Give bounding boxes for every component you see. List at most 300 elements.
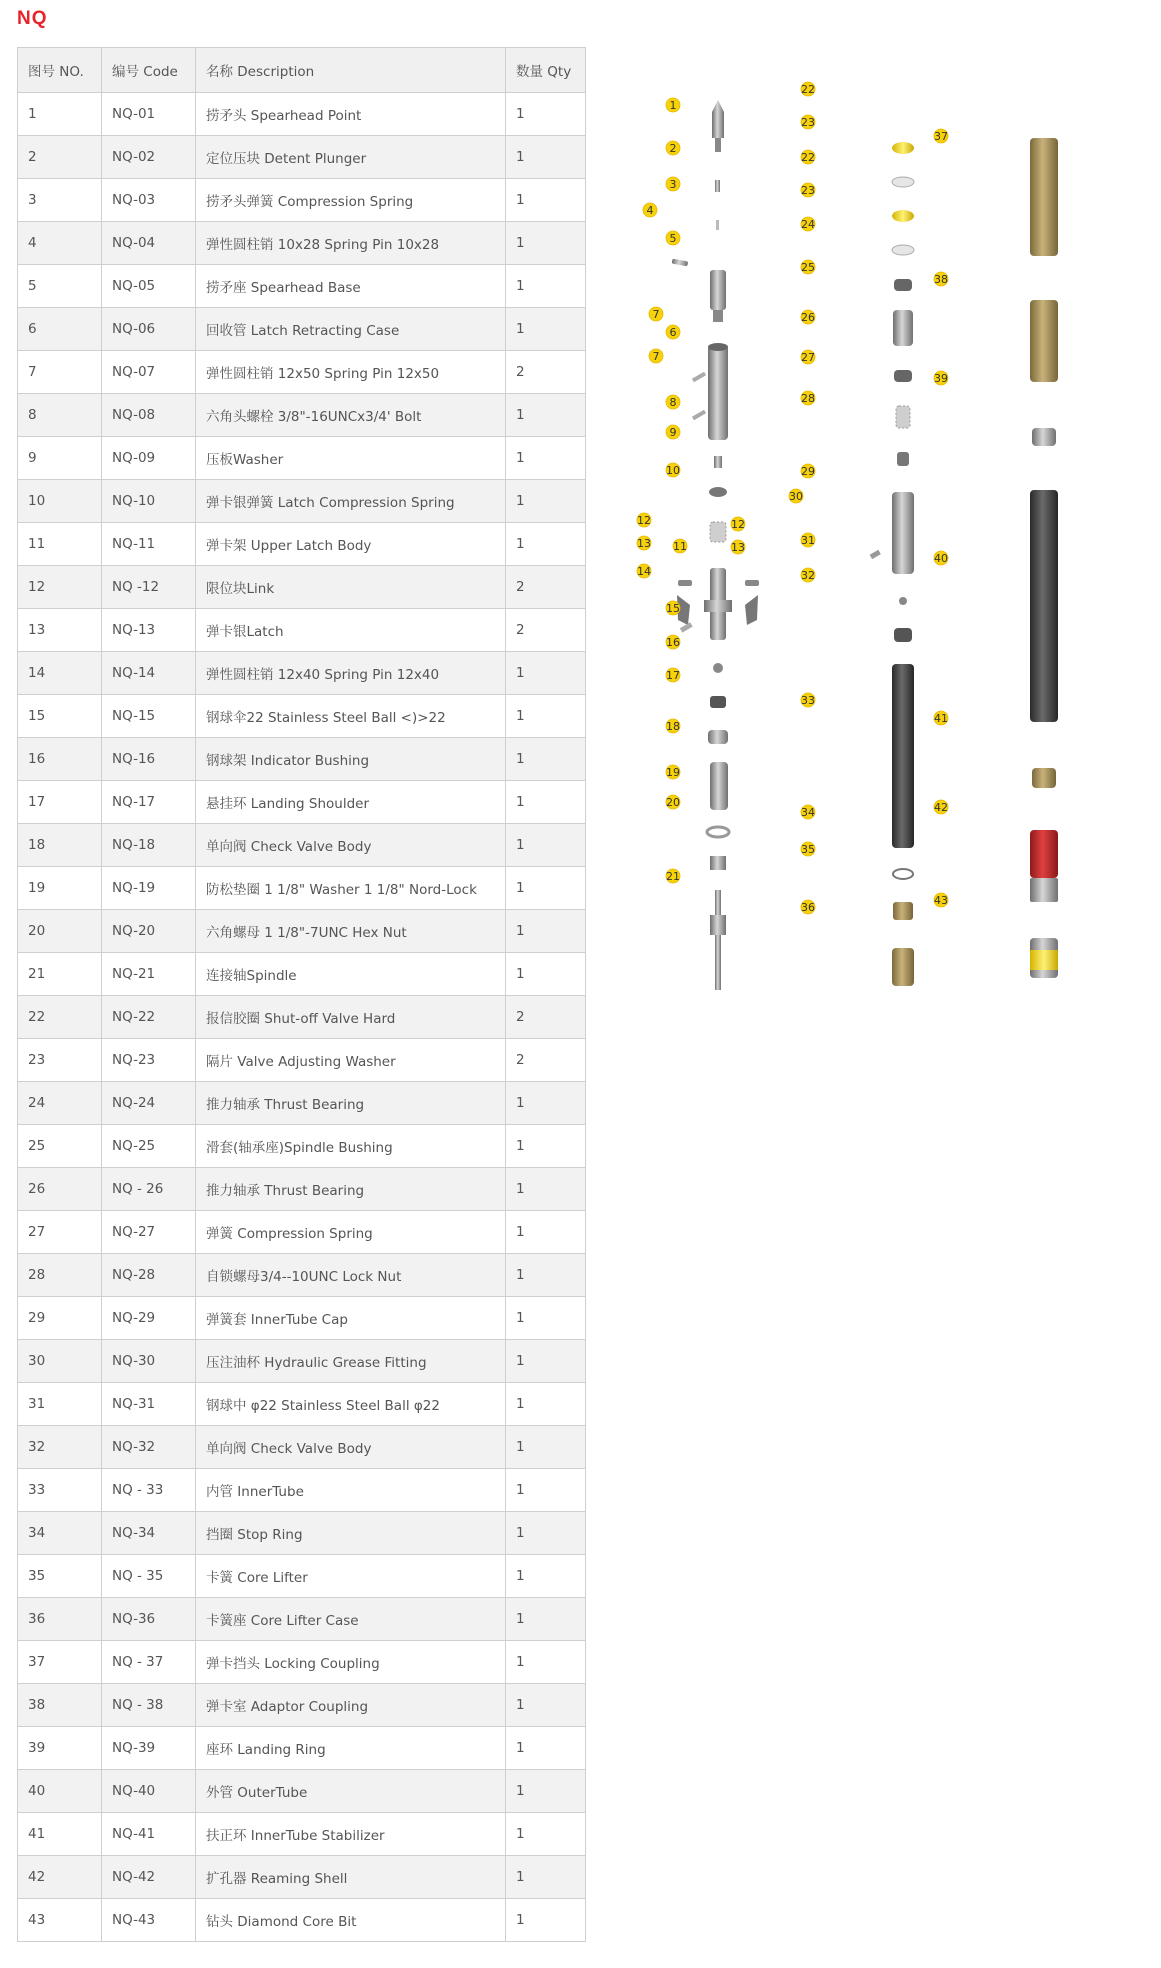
table-row: [18, 1813, 586, 1856]
cell-no: 40: [18, 1770, 102, 1813]
part-number-label: 26: [801, 311, 815, 324]
part-check-valve-body-18: [710, 762, 728, 810]
cell-no: 8: [18, 394, 102, 437]
part-shutoff-valve-hard-b: [892, 210, 914, 222]
cell-no: 27: [18, 1211, 102, 1254]
cell-qty: 1: [506, 93, 586, 136]
part-number-label: 27: [801, 351, 815, 364]
cell-code: NQ - 38: [102, 1684, 196, 1727]
cell-code: NQ-04: [102, 222, 196, 265]
cell-code: NQ-03: [102, 179, 196, 222]
part-number-badge: [789, 489, 803, 503]
table-row: [18, 437, 586, 480]
cell-description: 单向阀 Check Valve Body: [196, 1426, 506, 1469]
part-lock-nut: [897, 452, 909, 466]
part-locking-coupling: [1030, 138, 1058, 256]
part-number-label: 29: [801, 465, 815, 478]
part-compression-spring-27: [896, 406, 910, 428]
cell-code: NQ-22: [102, 996, 196, 1039]
part-spindle-bushing: [893, 310, 913, 346]
part-number-badge: [666, 795, 680, 809]
table-row: [18, 351, 586, 394]
cell-qty: 1: [506, 1297, 586, 1340]
part-bolt: [714, 456, 722, 468]
table-row: [18, 265, 586, 308]
cell-code: NQ-21: [102, 953, 196, 996]
cell-qty: 1: [506, 1555, 586, 1598]
cell-description: 推力轴承 Thrust Bearing: [196, 1168, 506, 1211]
part-latch-spring: [710, 522, 726, 542]
part-latch-right: [745, 595, 758, 625]
cell-no: 31: [18, 1383, 102, 1426]
cell-description: 弹卡挡头 Locking Coupling: [196, 1641, 506, 1684]
part-number-badge: [666, 231, 680, 245]
cell-qty: 1: [506, 523, 586, 566]
part-number-badge: [801, 260, 815, 274]
part-number-label: 2: [669, 142, 677, 155]
cell-code: NQ-42: [102, 1856, 196, 1899]
cell-no: 13: [18, 609, 102, 652]
cell-code: NQ-08: [102, 394, 196, 437]
table-row: [18, 867, 586, 910]
cell-no: 12: [18, 566, 102, 609]
part-number-label: 8: [669, 396, 677, 409]
table-row: [18, 179, 586, 222]
cell-no: 2: [18, 136, 102, 179]
table-row: [18, 953, 586, 996]
part-valve-washer-b: [892, 245, 914, 255]
page-title: NQ: [17, 8, 48, 29]
part-number-label: 7: [652, 308, 660, 321]
table-row: [18, 1684, 586, 1727]
cell-no: 20: [18, 910, 102, 953]
cell-no: 35: [18, 1555, 102, 1598]
part-stop-ring: [893, 869, 913, 879]
part-indicator-bushing: [710, 696, 726, 708]
part-number-label: 31: [801, 534, 815, 547]
part-detent-plunger: [715, 180, 720, 192]
cell-qty: 1: [506, 1856, 586, 1899]
cell-qty: 2: [506, 1039, 586, 1082]
part-number-label: 16: [666, 636, 680, 649]
part-number-label: 41: [934, 712, 948, 725]
cell-code: NQ-30: [102, 1340, 196, 1383]
table-row: [18, 1512, 586, 1555]
cell-code: NQ-32: [102, 1426, 196, 1469]
part-number-label: 4: [646, 204, 654, 217]
part-number-badge: [637, 564, 651, 578]
header-description: 名称 Description: [196, 48, 506, 93]
table-row: [18, 738, 586, 781]
cell-code: NQ - 37: [102, 1641, 196, 1684]
part-number-label: 42: [934, 801, 948, 814]
part-number-badge: [666, 141, 680, 155]
table-row: [18, 910, 586, 953]
cell-description: 悬挂环 Landing Shoulder: [196, 781, 506, 824]
part-number-badge: [934, 129, 948, 143]
cell-no: 29: [18, 1297, 102, 1340]
cell-description: 钢球架 Indicator Bushing: [196, 738, 506, 781]
part-nord-lock-washer: [707, 827, 729, 837]
cell-no: 23: [18, 1039, 102, 1082]
cell-no: 26: [18, 1168, 102, 1211]
cell-qty: 1: [506, 1727, 586, 1770]
part-number-badge: [666, 177, 680, 191]
cell-description: 卡簧 Core Lifter: [196, 1555, 506, 1598]
cell-no: 34: [18, 1512, 102, 1555]
cell-qty: 1: [506, 136, 586, 179]
cell-qty: 1: [506, 1340, 586, 1383]
part-diamond-core-bit: [1030, 938, 1058, 978]
cell-description: 弹簧 Compression Spring: [196, 1211, 506, 1254]
part-number-label: 33: [801, 694, 815, 707]
cell-description: 弹性圆柱销 12x40 Spring Pin 12x40: [196, 652, 506, 695]
cell-code: NQ-13: [102, 609, 196, 652]
part-number-badge: [666, 463, 680, 477]
cell-code: NQ-29: [102, 1297, 196, 1340]
cell-description: 弹性圆柱销 12x50 Spring Pin 12x50: [196, 351, 506, 394]
part-number-badge: [731, 517, 745, 531]
cell-description: 防松垫圈 1 1/8" Washer 1 1/8" Nord-Lock: [196, 867, 506, 910]
table-row: [18, 136, 586, 179]
cell-description: 捞矛头弹簧 Compression Spring: [196, 179, 506, 222]
part-number-label: 30: [789, 490, 803, 503]
cell-no: 43: [18, 1899, 102, 1942]
table-row: [18, 1211, 586, 1254]
part-number-label: 28: [801, 392, 815, 405]
cell-description: 连接轴Spindle: [196, 953, 506, 996]
cell-qty: 1: [506, 781, 586, 824]
cell-description: 推力轴承 Thrust Bearing: [196, 1082, 506, 1125]
cell-no: 37: [18, 1641, 102, 1684]
part-number-badge: [801, 568, 815, 582]
table-row: [18, 1383, 586, 1426]
part-spring-pin-7b: [692, 410, 706, 420]
cell-description: 弹性圆柱销 10x28 Spring Pin 10x28: [196, 222, 506, 265]
cell-no: 9: [18, 437, 102, 480]
part-number-badge: [666, 98, 680, 112]
cell-no: 30: [18, 1340, 102, 1383]
cell-code: NQ-31: [102, 1383, 196, 1426]
cell-description: 定位压块 Detent Plunger: [196, 136, 506, 179]
table-row: [18, 695, 586, 738]
table-row: [18, 1856, 586, 1899]
cell-description: 单向阀 Check Valve Body: [196, 824, 506, 867]
part-number-badge: [666, 719, 680, 733]
part-number-label: 40: [934, 552, 948, 565]
cell-code: NQ-19: [102, 867, 196, 910]
table-row: [18, 781, 586, 824]
cell-code: NQ-10: [102, 480, 196, 523]
part-number-label: 38: [934, 273, 948, 286]
cell-qty: 1: [506, 1082, 586, 1125]
part-number-badge: [666, 395, 680, 409]
cell-description: 扩孔器 Reaming Shell: [196, 1856, 506, 1899]
table-row: [18, 93, 586, 136]
part-number-label: 24: [801, 218, 815, 231]
part-landing-shoulder: [708, 730, 728, 744]
cell-description: 弹卡银Latch: [196, 609, 506, 652]
cell-description: 挡圈 Stop Ring: [196, 1512, 506, 1555]
part-number-label: 21: [666, 870, 680, 883]
cell-description: 弹簧套 InnerTube Cap: [196, 1297, 506, 1340]
cell-no: 38: [18, 1684, 102, 1727]
cell-no: 16: [18, 738, 102, 781]
cell-no: 14: [18, 652, 102, 695]
table-row: [18, 1082, 586, 1125]
cell-description: 捞矛头 Spearhead Point: [196, 93, 506, 136]
part-number-badge: [649, 307, 663, 321]
cell-code: NQ-43: [102, 1899, 196, 1942]
cell-description: 钻头 Diamond Core Bit: [196, 1899, 506, 1942]
cell-description: 外管 OuterTube: [196, 1770, 506, 1813]
table-row: [18, 1297, 586, 1340]
part-grease-fitting: [870, 550, 881, 559]
cell-description: 回收管 Latch Retracting Case: [196, 308, 506, 351]
table-row: [18, 1039, 586, 1082]
cell-no: 32: [18, 1426, 102, 1469]
part-number-badge: [643, 203, 657, 217]
part-number-label: 22: [801, 83, 815, 96]
part-landing-ring: [1032, 428, 1056, 446]
cell-qty: 1: [506, 1469, 586, 1512]
cell-qty: 1: [506, 394, 586, 437]
cell-code: NQ-11: [102, 523, 196, 566]
part-spearhead-point: [712, 100, 724, 152]
cell-code: NQ - 33: [102, 1469, 196, 1512]
cell-code: NQ-34: [102, 1512, 196, 1555]
cell-description: 报信胶圈 Shut-off Valve Hard: [196, 996, 506, 1039]
part-number-badge: [649, 349, 663, 363]
cell-description: 滑套(轴承座)Spindle Bushing: [196, 1125, 506, 1168]
cell-qty: 1: [506, 480, 586, 523]
cell-code: NQ-28: [102, 1254, 196, 1297]
table-row: [18, 1254, 586, 1297]
part-number-badge: [801, 115, 815, 129]
part-number-badge: [801, 310, 815, 324]
part-number-badge: [934, 800, 948, 814]
part-number-label: 23: [801, 184, 815, 197]
part-compression-spring-small: [716, 220, 719, 230]
part-number-label: 36: [801, 901, 815, 914]
part-number-label: 20: [666, 796, 680, 809]
part-number-label: 23: [801, 116, 815, 129]
cell-code: NQ-24: [102, 1082, 196, 1125]
part-number-label: 3: [669, 178, 677, 191]
part-innertube-stabilizer: [1032, 768, 1056, 788]
part-reaming-shell: [1030, 830, 1058, 902]
part-number-label: 32: [801, 569, 815, 582]
cell-qty: 1: [506, 1168, 586, 1211]
part-shutoff-valve-hard-a: [892, 142, 914, 154]
cell-code: NQ-27: [102, 1211, 196, 1254]
part-number-label: 15: [666, 602, 680, 615]
part-number-label: 39: [934, 372, 948, 385]
header-qty: 数量 Qty: [506, 48, 586, 93]
part-link-right: [745, 580, 759, 586]
part-number-label: 12: [731, 518, 745, 531]
part-number-badge: [673, 539, 687, 553]
cell-description: 压板Washer: [196, 437, 506, 480]
cell-no: 6: [18, 308, 102, 351]
exploded-parts-diagram: [620, 60, 1160, 1170]
cell-code: NQ-05: [102, 265, 196, 308]
part-spearhead-base: [710, 270, 726, 322]
part-number-badge: [801, 693, 815, 707]
table-row: [18, 1641, 586, 1684]
cell-qty: 1: [506, 1813, 586, 1856]
part-latch-retracting-case: [708, 343, 728, 440]
part-washer-9: [709, 487, 727, 497]
header-no: 图号 NO.: [18, 48, 102, 93]
part-core-lifter-case: [892, 948, 914, 986]
table-row: [18, 394, 586, 437]
cell-code: NQ - 35: [102, 1555, 196, 1598]
cell-no: 4: [18, 222, 102, 265]
cell-qty: 1: [506, 308, 586, 351]
table-row: [18, 1598, 586, 1641]
part-number-badge: [801, 464, 815, 478]
cell-description: 弹卡架 Upper Latch Body: [196, 523, 506, 566]
cell-description: 压注油杯 Hydraulic Grease Fitting: [196, 1340, 506, 1383]
cell-code: NQ-15: [102, 695, 196, 738]
cell-description: 弹卡银弹簧 Latch Compression Spring: [196, 480, 506, 523]
cell-no: 24: [18, 1082, 102, 1125]
table-row: [18, 1426, 586, 1469]
cell-code: NQ-14: [102, 652, 196, 695]
part-spindle: [710, 890, 726, 990]
cell-code: NQ-41: [102, 1813, 196, 1856]
cell-qty: 1: [506, 867, 586, 910]
part-number-badge: [731, 540, 745, 554]
cell-no: 22: [18, 996, 102, 1039]
cell-no: 28: [18, 1254, 102, 1297]
cell-qty: 2: [506, 566, 586, 609]
cell-code: NQ-39: [102, 1727, 196, 1770]
cell-no: 41: [18, 1813, 102, 1856]
cell-qty: 1: [506, 1254, 586, 1297]
part-number-badge: [934, 551, 948, 565]
cell-code: NQ-40: [102, 1770, 196, 1813]
cell-description: 隔片 Valve Adjusting Washer: [196, 1039, 506, 1082]
header-code: 编号 Code: [102, 48, 196, 93]
part-number-label: 19: [666, 766, 680, 779]
part-number-badge: [637, 513, 651, 527]
part-number-badge: [934, 893, 948, 907]
part-core-lifter: [893, 902, 913, 920]
part-number-label: 34: [801, 806, 815, 819]
cell-qty: 1: [506, 437, 586, 480]
part-outertube: [1030, 490, 1058, 722]
part-number-badge: [666, 325, 680, 339]
cell-qty: 2: [506, 996, 586, 1039]
part-number-badge: [666, 425, 680, 439]
part-number-badge: [801, 805, 815, 819]
part-innertube-cap: [892, 492, 914, 574]
cell-description: 钢球中 φ22 Stainless Steel Ball φ22: [196, 1383, 506, 1426]
part-number-label: 6: [669, 326, 677, 339]
part-hex-nut: [710, 856, 726, 870]
part-upper-latch-body: [704, 568, 732, 640]
part-number-badge: [637, 536, 651, 550]
cell-no: 21: [18, 953, 102, 996]
cell-no: 19: [18, 867, 102, 910]
cell-no: 42: [18, 1856, 102, 1899]
cell-no: 10: [18, 480, 102, 523]
part-number-badge: [801, 533, 815, 547]
part-number-badge: [934, 371, 948, 385]
part-number-label: 37: [934, 130, 948, 143]
cell-no: 18: [18, 824, 102, 867]
part-number-badge: [666, 869, 680, 883]
parts-diagram-svg: [620, 60, 1160, 1170]
part-thrust-bearing-24: [894, 279, 912, 291]
part-number-label: 13: [637, 537, 651, 550]
cell-code: NQ-23: [102, 1039, 196, 1082]
cell-qty: 2: [506, 609, 586, 652]
cell-description: 卡簧座 Core Lifter Case: [196, 1598, 506, 1641]
part-number-label: 43: [934, 894, 948, 907]
cell-description: 座环 Landing Ring: [196, 1727, 506, 1770]
cell-qty: 1: [506, 1512, 586, 1555]
part-number-label: 14: [637, 565, 651, 578]
cell-no: 5: [18, 265, 102, 308]
cell-code: NQ-18: [102, 824, 196, 867]
cell-qty: 1: [506, 1770, 586, 1813]
cell-qty: 1: [506, 953, 586, 996]
cell-qty: 1: [506, 179, 586, 222]
cell-qty: 2: [506, 351, 586, 394]
part-number-badge: [934, 272, 948, 286]
cell-no: 17: [18, 781, 102, 824]
table-row: [18, 1125, 586, 1168]
table-row: [18, 1469, 586, 1512]
table-row: [18, 480, 586, 523]
cell-description: 内管 InnerTube: [196, 1469, 506, 1512]
cell-code: NQ-06: [102, 308, 196, 351]
part-check-valve-body-32: [894, 628, 912, 642]
cell-qty: 1: [506, 1426, 586, 1469]
cell-code: NQ-09: [102, 437, 196, 480]
part-number-label: 13: [731, 541, 745, 554]
part-number-label: 25: [801, 261, 815, 274]
parts-table: [17, 47, 586, 1942]
cell-code: NQ-36: [102, 1598, 196, 1641]
cell-code: NQ-17: [102, 781, 196, 824]
table-row: [18, 566, 586, 609]
cell-no: 25: [18, 1125, 102, 1168]
cell-description: 扶正环 InnerTube Stabilizer: [196, 1813, 506, 1856]
part-number-label: 17: [666, 669, 680, 682]
cell-qty: 1: [506, 910, 586, 953]
cell-qty: 1: [506, 1125, 586, 1168]
part-number-badge: [666, 635, 680, 649]
cell-qty: 1: [506, 738, 586, 781]
part-number-label: 1: [669, 99, 677, 112]
cell-qty: 1: [506, 824, 586, 867]
cell-qty: 1: [506, 1598, 586, 1641]
cell-no: 7: [18, 351, 102, 394]
table-row: [18, 824, 586, 867]
table-row: [18, 1340, 586, 1383]
cell-qty: 1: [506, 1899, 586, 1942]
cell-qty: 1: [506, 1211, 586, 1254]
table-row: [18, 996, 586, 1039]
cell-description: 六角头螺栓 3/8"-16UNCx3/4' Bolt: [196, 394, 506, 437]
part-number-badge: [666, 668, 680, 682]
cell-code: NQ-20: [102, 910, 196, 953]
part-number-label: 7: [652, 350, 660, 363]
